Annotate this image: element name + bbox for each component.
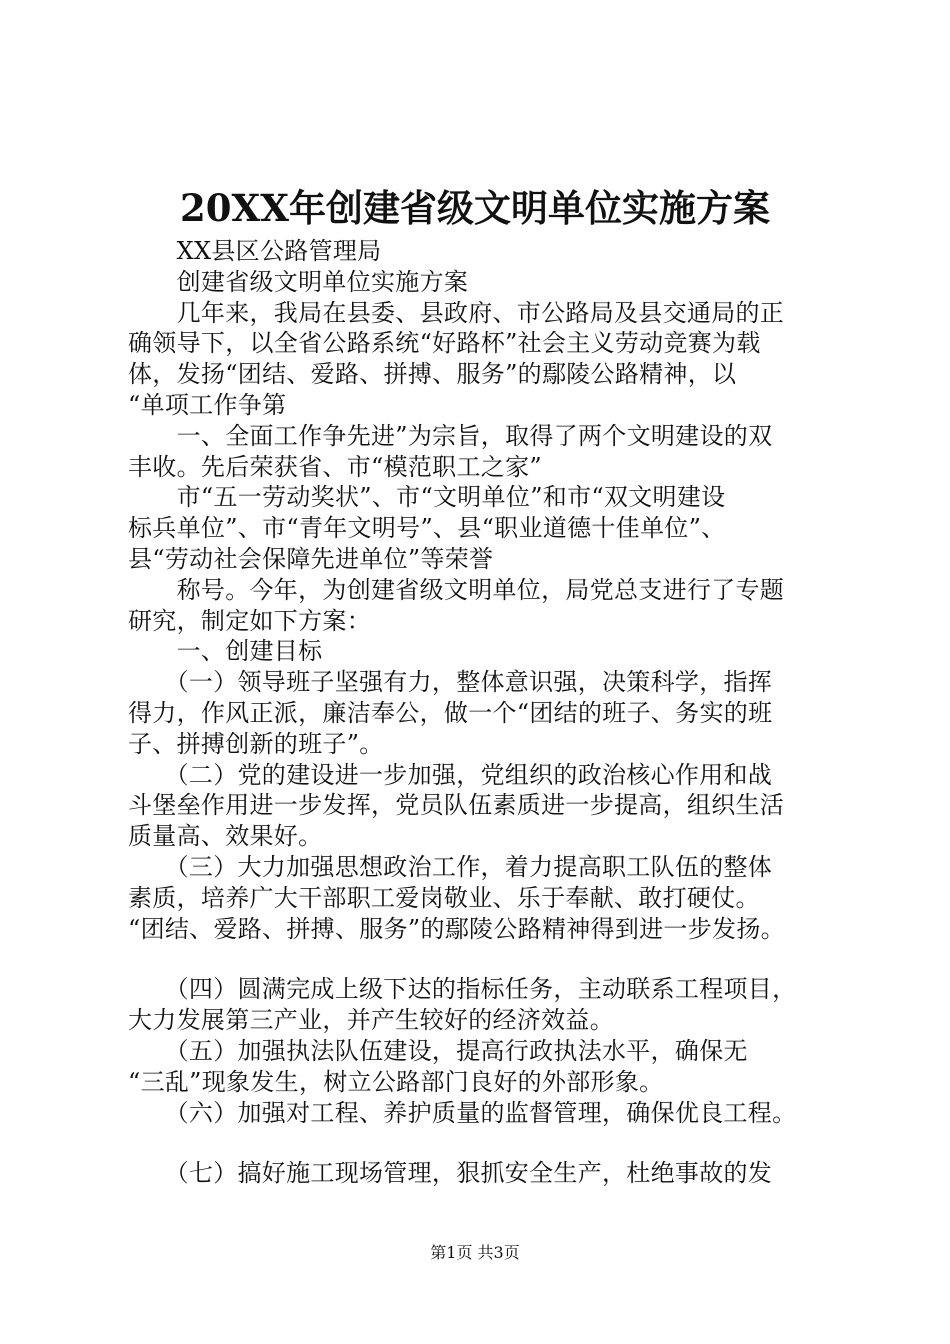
text-line: “单项工作争第 [128, 390, 287, 419]
text-line: 子、拼搏创新的班子”。 [128, 729, 384, 758]
blank-line [128, 1128, 838, 1158]
text-line: 大力发展第三产业，并产生较好的经济效益。 [128, 1006, 614, 1035]
text-line: 体，发扬“团结、爱路、拼搏、服务”的鄢陵公路精神，以 [128, 360, 737, 389]
text-line: 一、创建目标 [128, 637, 323, 666]
text-line: 斗堡垒作用进一步发挥，党员队伍素质进一步提高，组织生活 [128, 791, 785, 820]
text-line: XX县区公路管理局 [128, 237, 382, 265]
page-number: 第1页 共3页 [430, 1243, 520, 1262]
text-line: （一）领导班子坚强有力，整体意识强，决策科学，指挥 [128, 668, 773, 697]
blank-line [128, 944, 838, 974]
text-line: （六）加强对工程、养护质量的监督管理，确保优良工程。 [128, 1098, 797, 1127]
text-line: （五）加强执法队伍建设，提高行政执法水平，确保无 [128, 1036, 748, 1065]
text-line: 创建省级文明单位实施方案 [128, 267, 469, 296]
page-title: 20XX年创建省级文明单位实施方案 [180, 186, 770, 230]
text-line: 研究，制定如下方案： [128, 606, 371, 635]
text-line: 素质，培养广大干部职工爱岗敬业、乐于奉献、敢打硬仗。 [128, 883, 760, 912]
text-line: （四）圆满完成上级下达的指标任务，主动联系工程项目， [128, 975, 797, 1004]
text-line: 得力，作风正派，廉洁奉公，做一个“团结的班子、务实的班 [128, 698, 773, 727]
text-line: 市“五一劳动奖状”、市“文明单位”和市“双文明建设 [128, 483, 726, 512]
text-line: 确领导下，以全省公路系统“好路杯”社会主义劳动竞赛为载 [128, 329, 761, 358]
text-line: “三乱”现象发生，树立公路部门良好的外部形象。 [128, 1067, 664, 1096]
text-line: “团结、爱路、拼搏、服务”的鄢陵公路精神得到进一步发扬。 [128, 914, 785, 943]
document-body [128, 236, 838, 1189]
text-line: 几年来，我局在县委、县政府、市公路局及县交通局的正 [128, 298, 785, 327]
text-line: 一、全面工作争先进”为宗旨，取得了两个文明建设的双 [128, 421, 773, 450]
text-line: 质量高、效果好。 [128, 822, 323, 851]
text-line: 丰收。先后荣获省、市“模范职工之家” [128, 452, 542, 481]
text-line: 称号。今年，为创建省级文明单位，局党总支进行了专题 [128, 575, 785, 604]
text-line: （七）搞好施工现场管理，狠抓安全生产，杜绝事故的发 [128, 1159, 773, 1188]
text-line: 县“劳动社会保障先进单位”等荣誉 [128, 544, 494, 573]
text-line: （三）大力加强思想政治工作，着力提高职工队伍的整体 [128, 852, 773, 881]
text-line: 标兵单位”、市“青年文明号”、县“职业道德十佳单位”、 [128, 514, 726, 543]
text-line: （二）党的建设进一步加强，党组织的政治核心作用和战 [128, 760, 773, 789]
